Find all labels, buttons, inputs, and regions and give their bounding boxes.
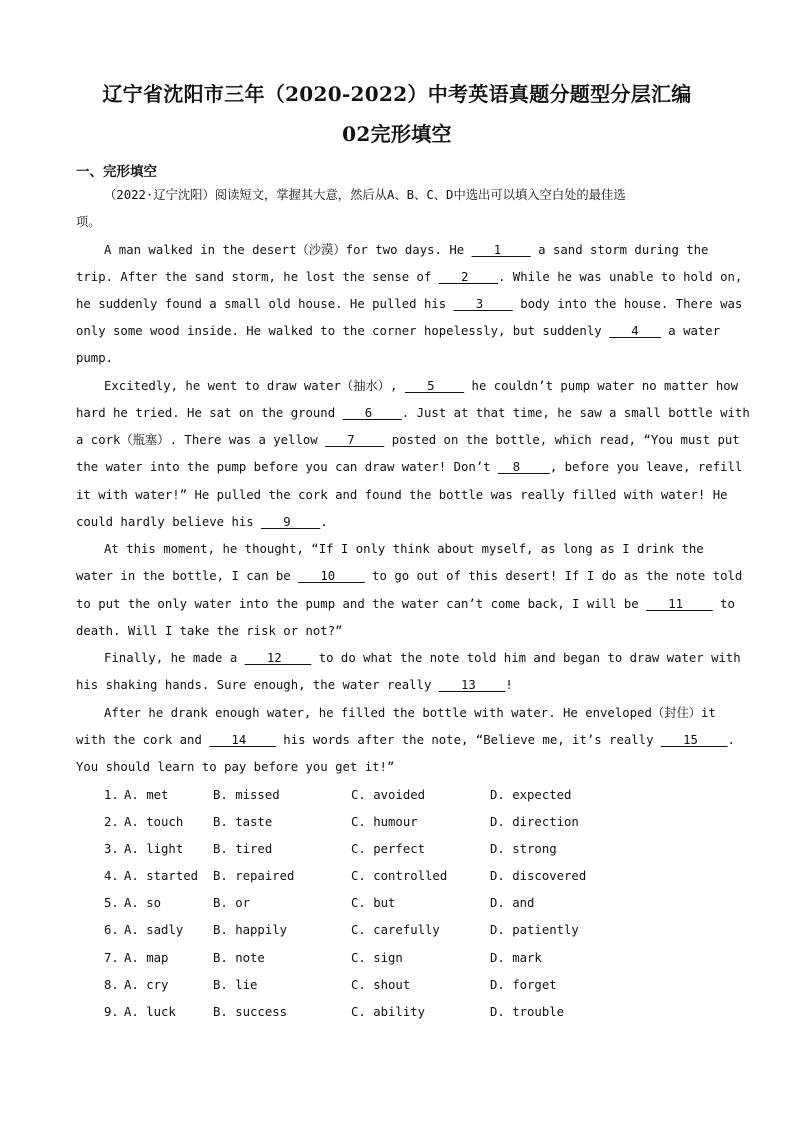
- option-row: [104, 949, 542, 967]
- passage-line: At this moment, he thought, “If I only think about myself, as long as I drink the: [104, 542, 704, 556]
- document-title: 辽宁省沈阳市三年（2020-2022）中考英语真题分题型分层汇编: [102, 82, 692, 106]
- intro-line: 项。: [76, 215, 101, 229]
- option-b: B. taste: [213, 815, 273, 829]
- option-row: [104, 840, 557, 858]
- option-c: C. ability: [351, 1005, 426, 1019]
- question-number: 3.: [104, 842, 119, 856]
- blank-2: 2: [438, 270, 498, 284]
- passage-line: A man walked in the desert（沙漠）for two days. He 1 a sand storm during the: [104, 243, 709, 257]
- passage-line: Excitedly, he went to draw water（抽水）, 5 he couldn’t pump water no matter how: [104, 379, 739, 393]
- passage-line: the water into the pump before you can draw water! Don’t 8 , before you leave, refill: [76, 460, 743, 474]
- option-a: A. luck: [124, 1005, 176, 1019]
- option-row: [104, 1003, 565, 1021]
- blank-6: 6: [342, 406, 402, 420]
- blank-5: 5: [404, 379, 465, 393]
- option-b: B. tired: [213, 842, 273, 856]
- blank-13: 13: [438, 678, 506, 692]
- passage-line: to put the only water into the pump and the water can’t come back, I will be 11 to: [76, 597, 735, 611]
- option-d: D. direction: [490, 815, 579, 829]
- passage-line: death. Will I take the risk or not?”: [76, 624, 343, 638]
- blank-15: 15: [660, 733, 728, 747]
- option-d: D. strong: [490, 842, 557, 856]
- option-a: A. light: [124, 842, 184, 856]
- option-b: B. happily: [213, 923, 288, 937]
- passage-line: could hardly believe his 9 .: [76, 515, 328, 529]
- passage-line: hard he tried. He sat on the ground 6 . Just at that time, he saw a small bottle with: [76, 406, 750, 420]
- option-a: A. met: [124, 788, 169, 802]
- passage-line: a cork（瓶塞）. There was a yellow 7 posted on the bottle, which read, “You must put: [76, 433, 740, 447]
- passage-line: After he drank enough water, he filled the bottle with water. He enveloped（封住）it: [104, 706, 716, 720]
- question-number: 2.: [104, 815, 119, 829]
- option-b: B. missed: [213, 788, 280, 802]
- option-row: [104, 786, 572, 804]
- option-d: D. mark: [490, 951, 542, 965]
- option-c: C. avoided: [351, 788, 426, 802]
- question-number: 1.: [104, 788, 119, 802]
- blank-12: 12: [244, 651, 312, 665]
- passage-line: You should learn to pay before you get it!”: [76, 760, 395, 774]
- option-b: B. lie: [213, 978, 258, 992]
- option-row: [104, 976, 557, 994]
- option-d: D. trouble: [490, 1005, 565, 1019]
- option-d: D. expected: [490, 788, 572, 802]
- passage-line: pump.: [76, 351, 114, 365]
- option-c: C. shout: [351, 978, 411, 992]
- passage-line: trip. After the sand storm, he lost the sense of 2 . While he was unable to hold on,: [76, 270, 743, 284]
- option-d: D. and: [490, 896, 535, 910]
- option-a: A. map: [124, 951, 169, 965]
- question-number: 5.: [104, 896, 119, 910]
- option-a: A. cry: [124, 978, 169, 992]
- option-row: [104, 867, 587, 885]
- passage-line: his shaking hands. Sure enough, the water really 13 !: [76, 678, 513, 692]
- question-number: 6.: [104, 923, 119, 937]
- option-c: C. carefully: [351, 923, 440, 937]
- blank-3: 3: [453, 297, 513, 311]
- blank-4: 4: [609, 324, 661, 338]
- option-c: C. but: [351, 896, 396, 910]
- blank-8: 8: [498, 460, 550, 474]
- option-c: C. controlled: [351, 869, 448, 883]
- option-c: C. humour: [351, 815, 418, 829]
- passage-line: it with water!” He pulled the cork and found the bottle was really filled with water! He: [76, 488, 728, 502]
- option-a: A. so: [124, 896, 162, 910]
- option-a: A. touch: [124, 815, 184, 829]
- section-heading: 一、完形填空: [76, 164, 157, 180]
- option-d: D. forget: [490, 978, 557, 992]
- option-row: [104, 813, 579, 831]
- question-number: 8.: [104, 978, 119, 992]
- option-b: B. or: [213, 896, 251, 910]
- option-row: [104, 921, 579, 939]
- blank-14: 14: [209, 733, 276, 747]
- option-d: D. discovered: [490, 869, 587, 883]
- option-d: D. patiently: [490, 923, 579, 937]
- passage-line: with the cork and 14 his words after the note, “Believe me, it’s really 15 .: [76, 733, 735, 747]
- passage-line: he suddenly found a small old house. He pulled his 3 body into the house. There was: [76, 297, 743, 311]
- passage-line: water in the bottle, I can be 10 to go out of this desert! If I do as the note told: [76, 569, 743, 583]
- blank-1: 1: [471, 243, 531, 257]
- option-row: [104, 894, 535, 912]
- blank-11: 11: [646, 597, 713, 611]
- question-number: 4.: [104, 869, 119, 883]
- intro-line: （2022·辽宁沈阳）阅读短文，掌握其大意，然后从A、B、C、D中选出可以填入空白处的最佳选: [104, 188, 626, 202]
- option-c: C. sign: [351, 951, 403, 965]
- passage-line: only some wood inside. He walked to the corner hopelessly, but suddenly 4 a water: [76, 324, 721, 338]
- option-b: B. success: [213, 1005, 288, 1019]
- option-a: A. sadly: [124, 923, 184, 937]
- option-b: B. repaired: [213, 869, 295, 883]
- blank-10: 10: [298, 569, 365, 583]
- document-subtitle: 02完形填空: [342, 122, 452, 146]
- option-b: B. note: [213, 951, 265, 965]
- option-a: A. started: [124, 869, 199, 883]
- blank-7: 7: [325, 433, 385, 447]
- question-number: 9.: [104, 1005, 119, 1019]
- passage-line: Finally, he made a 12 to do what the note told him and began to draw water with: [104, 651, 741, 665]
- question-number: 7.: [104, 951, 119, 965]
- option-c: C. perfect: [351, 842, 426, 856]
- blank-9: 9: [261, 515, 321, 529]
